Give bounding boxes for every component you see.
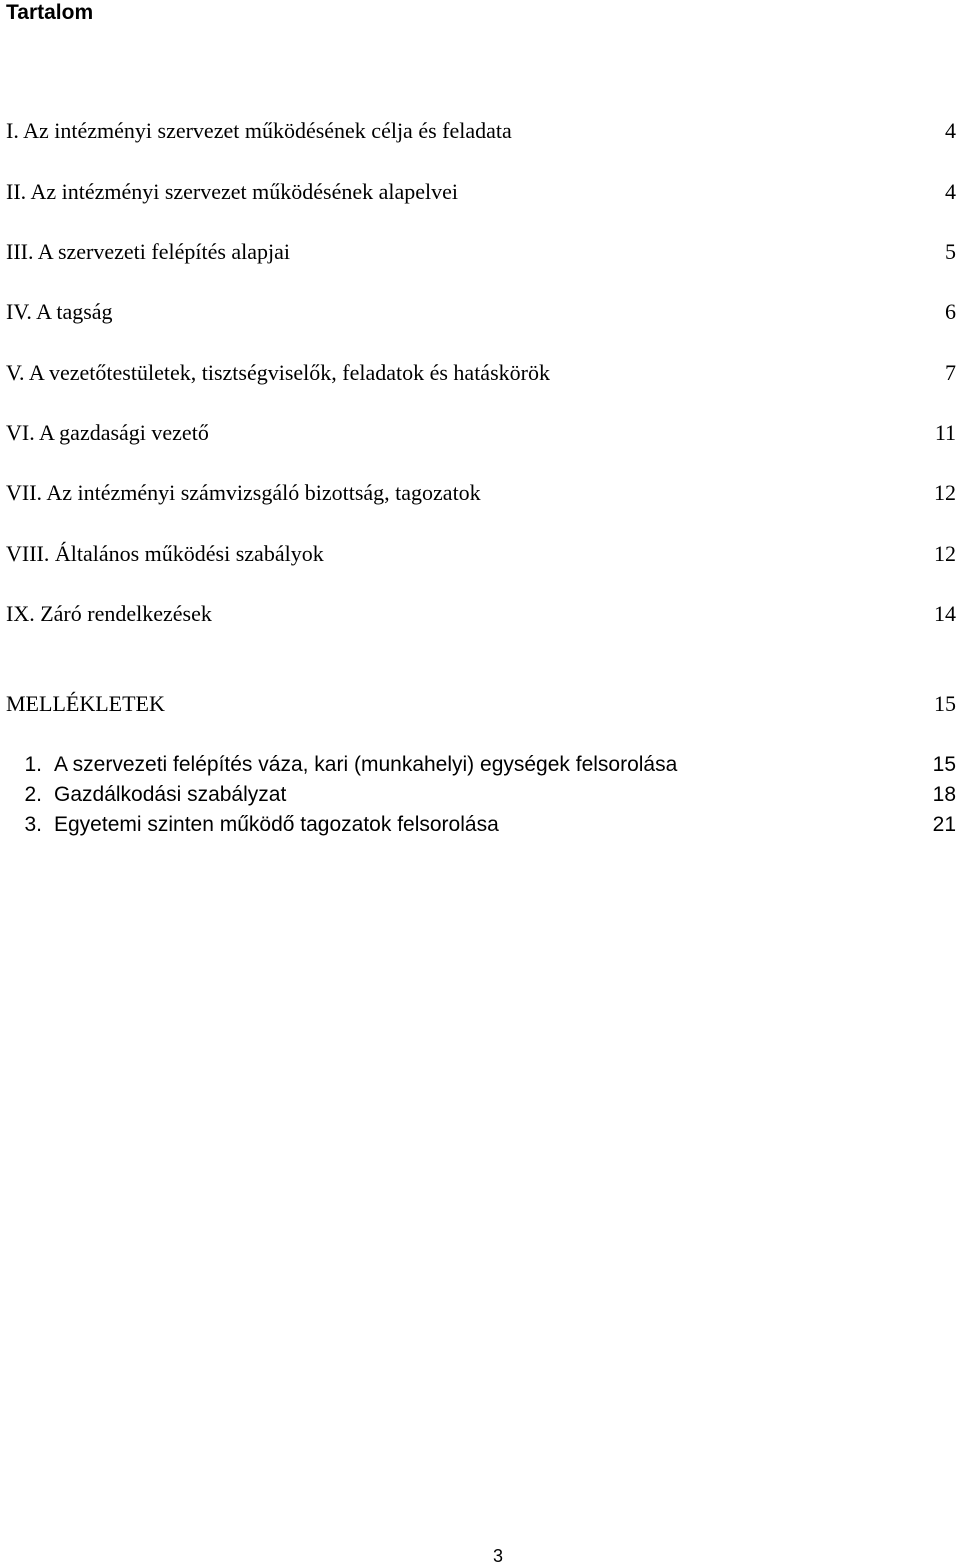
- toc-entry-page: 5: [945, 239, 956, 264]
- appendix-item-number: 1.: [24, 753, 42, 776]
- toc-entry[interactable]: [6, 420, 956, 446]
- toc-entry-page: 4: [945, 118, 956, 143]
- toc-entry[interactable]: [6, 118, 956, 144]
- toc-entry[interactable]: [6, 541, 956, 567]
- appendix-item-label: Gazdálkodási szabályzat: [54, 783, 287, 806]
- appendix-item-page: 15: [932, 753, 956, 776]
- appendix-item[interactable]: [6, 782, 956, 808]
- appendix-item-label: A szervezeti felépítés váza, kari (munkahelyi) egységek felsorolása: [54, 753, 678, 776]
- appendix-item-number: 2.: [24, 783, 42, 806]
- toc-entry[interactable]: [6, 480, 956, 506]
- toc-entry-label: VII. Az intézményi számvizsgáló bizottság, tagozatok: [6, 480, 481, 505]
- appendix-heading-label: MELLÉKLETEK: [6, 691, 165, 716]
- toc-entry-page: 11: [934, 420, 956, 445]
- toc-entry-page: 14: [934, 601, 956, 626]
- toc-entry-page: 12: [934, 541, 956, 566]
- toc-entry-label: III. A szervezeti felépítés alapjai: [6, 239, 291, 264]
- page-title: Tartalom: [6, 1, 94, 24]
- toc-entry-label: VIII. Általános működési szabályok: [6, 541, 324, 566]
- toc-entry-label: VI. A gazdasági vezető: [6, 420, 209, 445]
- toc-entry-label: I. Az intézményi szervezet működésének célja és feladata: [6, 118, 512, 143]
- page-number: 3: [492, 1546, 503, 1566]
- toc-entry-page: 6: [945, 299, 956, 324]
- appendix-item-page: 18: [932, 783, 956, 806]
- toc-entry[interactable]: [6, 601, 956, 627]
- toc-entry-label: V. A vezetőtestületek, tisztségviselők, feladatok és hatáskörök: [6, 360, 550, 385]
- toc-entry[interactable]: [6, 239, 956, 265]
- toc-entry-label: IV. A tagság: [6, 299, 113, 324]
- appendix-item[interactable]: [6, 752, 956, 778]
- appendix-heading[interactable]: [6, 691, 956, 717]
- toc-entry-label: IX. Záró rendelkezések: [6, 601, 212, 626]
- toc-entry-page: 4: [945, 179, 956, 204]
- appendix-item-page: 21: [932, 813, 956, 836]
- appendix-item-number: 3.: [24, 813, 42, 836]
- appendix-heading-page: 15: [934, 691, 956, 716]
- toc-entry-label: II. Az intézményi szervezet működésének alapelvei: [6, 179, 459, 204]
- toc-entry[interactable]: [6, 299, 956, 325]
- appendix-item-label: Egyetemi szinten működő tagozatok felsorolása: [54, 813, 499, 836]
- toc-entry-page: 7: [945, 360, 956, 385]
- toc-entry-page: 12: [934, 480, 956, 505]
- toc-entry[interactable]: [6, 360, 956, 386]
- appendix-item[interactable]: [6, 812, 956, 838]
- toc-entry[interactable]: [6, 179, 956, 205]
